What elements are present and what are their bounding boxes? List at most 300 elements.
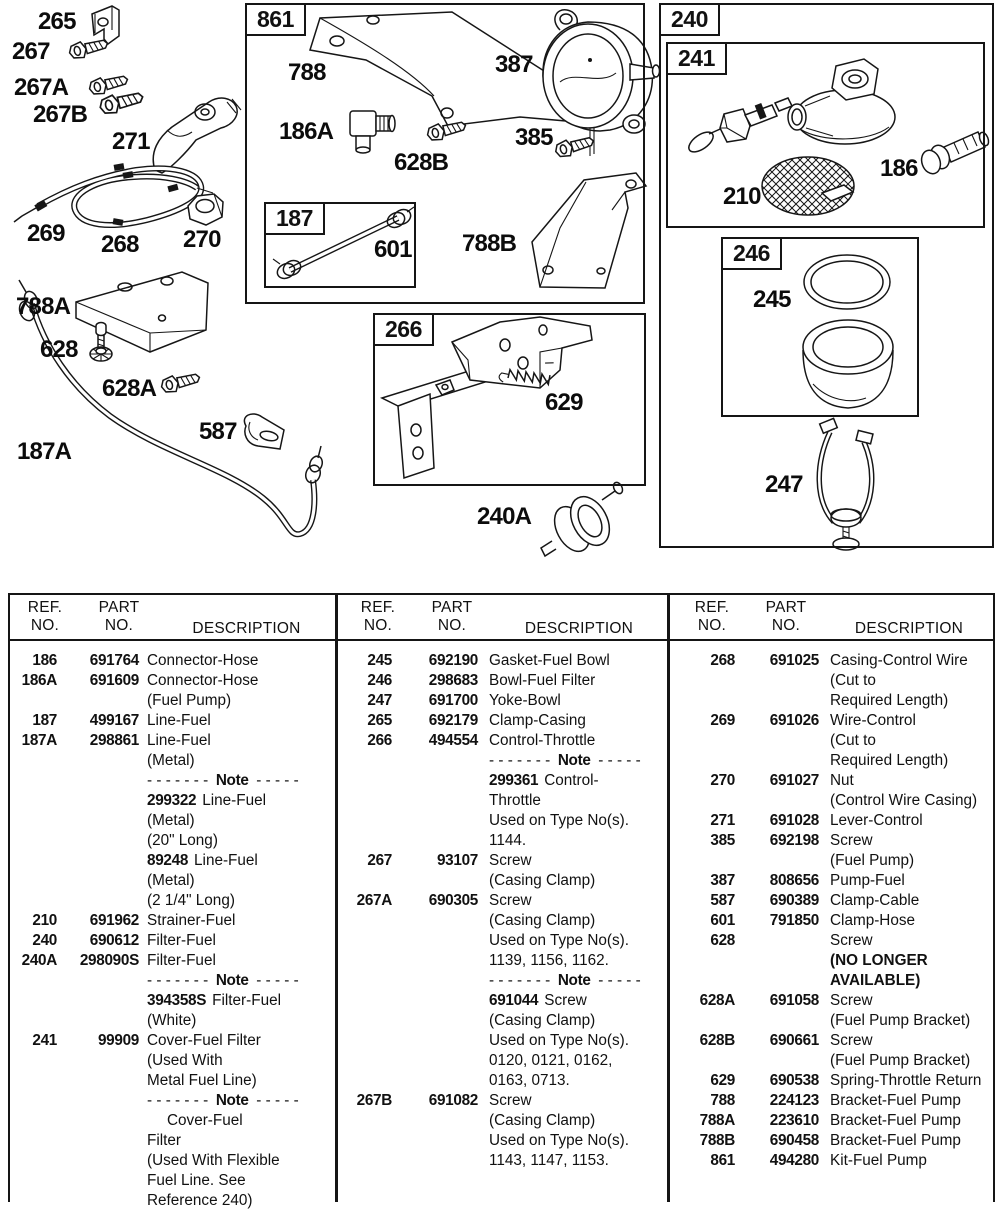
part-788a-bracket-drawing	[76, 272, 208, 352]
table-header-row	[10, 595, 993, 641]
part-no: 690305	[428, 892, 478, 909]
description: Used on Type No(s).	[489, 812, 630, 829]
part-no	[735, 1051, 819, 1071]
header-ref-no: REF. NO.	[360, 599, 396, 634]
part-no	[735, 971, 819, 991]
ref-no: 587	[710, 892, 735, 909]
part-row-267A-cont	[335, 931, 667, 951]
part-row-186A-cont	[10, 691, 335, 711]
group-box-label-246: 246	[723, 239, 782, 270]
part-no: 691027	[769, 772, 819, 789]
ref-no	[10, 1191, 57, 1211]
group-box-label-241: 241	[668, 44, 727, 75]
ref-no: 267A	[356, 892, 392, 909]
part-row-241-cont	[10, 1191, 335, 1211]
description: Line-Fuel	[147, 712, 211, 729]
description: Yoke-Bowl	[489, 692, 561, 709]
ref-no	[10, 1171, 57, 1191]
description: (Fuel Pump Bracket)	[830, 1012, 971, 1029]
part-no: 691025	[769, 652, 819, 669]
part-row-788	[667, 1091, 993, 1111]
callout-247: 247	[765, 471, 803, 498]
table-column-3	[667, 641, 993, 1211]
part-row-267	[335, 851, 667, 871]
callout-240A: 240A	[477, 503, 532, 530]
description: Spring-Throttle Return	[830, 1072, 982, 1089]
callout-267B: 267B	[33, 101, 88, 128]
description: (NO LONGER	[830, 952, 928, 969]
part-row-187	[10, 711, 335, 731]
part-row-210	[10, 911, 335, 931]
part-no	[392, 1071, 478, 1091]
part-no	[57, 1051, 139, 1071]
part-row-628A-cont	[667, 1011, 993, 1031]
part-row-267A-cont	[335, 971, 667, 991]
callout-186A: 186A	[279, 118, 334, 145]
header-description: DESCRIPTION	[854, 620, 964, 637]
header-group-1	[10, 595, 335, 639]
ref-no	[10, 1071, 57, 1091]
part-row-270	[667, 771, 993, 791]
callout-629: 629	[545, 389, 583, 416]
part-row-267A-cont	[335, 1011, 667, 1031]
description: 691044 Screw	[489, 992, 587, 1009]
description: - - - - - - - Note - - - - -	[489, 972, 641, 989]
description: Metal Fuel Line)	[147, 1072, 257, 1089]
part-587-clamp-drawing	[244, 414, 284, 449]
description: (Cut to	[830, 672, 876, 689]
group-box-label-861: 861	[247, 5, 306, 36]
part-row-267A-cont	[335, 1031, 667, 1051]
ref-no: 240A	[21, 952, 57, 969]
callout-245: 245	[753, 286, 791, 313]
ref-no	[10, 851, 57, 871]
description: Kit-Fuel Pump	[830, 1152, 927, 1169]
ref-no	[335, 751, 392, 771]
ref-no	[335, 811, 392, 831]
ref-no	[667, 671, 735, 691]
part-no	[57, 691, 139, 711]
part-row-385-cont	[667, 851, 993, 871]
part-no	[57, 1191, 139, 1211]
part-no: 691028	[769, 812, 819, 829]
part-row-265	[335, 711, 667, 731]
header-group-2	[335, 595, 667, 639]
part-row-266-cont	[335, 791, 667, 811]
callout-187A: 187A	[17, 438, 72, 465]
ref-no	[667, 691, 735, 711]
part-no: 298861	[89, 732, 139, 749]
part-row-628-cont	[667, 971, 993, 991]
part-no	[57, 1151, 139, 1171]
part-no	[392, 1051, 478, 1071]
ref-no: 210	[32, 912, 57, 929]
part-no: 499167	[89, 712, 139, 729]
part-no	[735, 671, 819, 691]
part-row-266-cont	[335, 831, 667, 851]
description: 89248 Line-Fuel	[147, 852, 258, 869]
part-no: 691700	[428, 692, 478, 709]
description: Required Length)	[830, 692, 949, 709]
part-row-241-cont	[10, 1111, 335, 1131]
part-row-267A-cont	[335, 1051, 667, 1071]
group-box-label-187: 187	[266, 204, 325, 235]
callout-587: 587	[199, 418, 237, 445]
description: 1143, 1147, 1153.	[489, 1152, 609, 1169]
table-column-1	[10, 641, 335, 1211]
ref-no: 269	[710, 712, 735, 729]
ref-no	[10, 1011, 57, 1031]
description: Screw	[830, 832, 873, 849]
part-row-628A	[667, 991, 993, 1011]
part-row-267-cont	[335, 871, 667, 891]
part-no: 808656	[769, 872, 819, 889]
ref-no	[10, 691, 57, 711]
description: Casing-Control Wire	[830, 652, 968, 669]
part-row-268-cont	[667, 691, 993, 711]
ref-no	[335, 871, 392, 891]
group-box-label-240: 240	[661, 5, 720, 36]
part-no	[392, 1011, 478, 1031]
header-ref-no: REF. NO.	[694, 599, 730, 634]
ref-no	[667, 971, 735, 991]
ref-no: 788B	[699, 1132, 735, 1149]
part-row-267B-cont	[335, 1151, 667, 1171]
part-no: 690458	[769, 1132, 819, 1149]
description: Control-Throttle	[489, 732, 596, 749]
part-no	[735, 691, 819, 711]
ref-no	[10, 1091, 57, 1111]
part-no	[735, 851, 819, 871]
part-row-861	[667, 1151, 993, 1171]
table-column-2	[335, 641, 667, 1211]
part-row-187A-cont	[10, 771, 335, 791]
ref-no	[667, 1051, 735, 1071]
part-row-587	[667, 891, 993, 911]
ref-no	[10, 791, 57, 811]
description: (Fuel Pump)	[830, 852, 915, 869]
description: Clamp-Cable	[830, 892, 920, 909]
part-no	[392, 971, 478, 991]
group-box-label-266: 266	[375, 315, 434, 346]
description: Used on Type No(s).	[489, 932, 630, 949]
part-no: 690389	[769, 892, 819, 909]
ref-no: 601	[710, 912, 735, 929]
ref-no	[335, 1031, 392, 1051]
ref-no: 247	[367, 692, 392, 709]
part-no: 494280	[769, 1152, 819, 1169]
ref-no: 186A	[21, 672, 57, 689]
part-row-269-cont	[667, 731, 993, 751]
description: Filter-Fuel	[147, 932, 216, 949]
ref-no	[10, 971, 57, 991]
part-no: 494554	[428, 732, 478, 749]
part-no	[735, 931, 819, 951]
part-row-268	[667, 651, 993, 671]
part-row-266-cont	[335, 811, 667, 831]
part-no	[57, 831, 139, 851]
callout-601: 601	[374, 236, 412, 263]
description: Cover-Fuel Filter	[147, 1032, 261, 1049]
part-row-187A-cont	[10, 871, 335, 891]
description: 299361 Control-	[489, 772, 599, 789]
ref-no	[10, 871, 57, 891]
part-no	[392, 911, 478, 931]
part-row-267B-cont	[335, 1131, 667, 1151]
part-no: 690612	[89, 932, 139, 949]
ref-no	[335, 1011, 392, 1031]
part-no: 692179	[428, 712, 478, 729]
description: (Casing Clamp)	[489, 872, 596, 889]
part-no	[57, 871, 139, 891]
ref-no: 270	[710, 772, 735, 789]
ref-no	[10, 811, 57, 831]
description: (White)	[147, 1012, 197, 1029]
part-row-186	[10, 651, 335, 671]
part-no: 691609	[89, 672, 139, 689]
ref-no: 628	[710, 932, 735, 949]
ref-no: 267B	[356, 1092, 392, 1109]
part-no: 691962	[89, 912, 139, 929]
part-no: 691058	[769, 992, 819, 1009]
header-group-3	[667, 595, 993, 639]
ref-no	[667, 751, 735, 771]
ref-no: 629	[710, 1072, 735, 1089]
part-row-267A-cont	[335, 951, 667, 971]
part-row-187A-cont	[10, 891, 335, 911]
description: 299322 Line-Fuel	[147, 792, 267, 809]
header-description: DESCRIPTION	[192, 620, 301, 637]
part-row-266-cont	[335, 771, 667, 791]
ref-no	[667, 731, 735, 751]
part-row-269-cont	[667, 751, 993, 771]
description: (Control Wire Casing)	[830, 792, 978, 809]
part-no: 93107	[436, 852, 478, 869]
callout-385: 385	[515, 124, 553, 151]
ref-no: 245	[367, 652, 392, 669]
part-row-187A-cont	[10, 811, 335, 831]
part-no	[735, 951, 819, 971]
ref-no	[335, 791, 392, 811]
header-part-no: PART NO.	[765, 599, 807, 634]
part-row-241-cont	[10, 1071, 335, 1091]
description: (Used With	[147, 1052, 223, 1069]
part-row-187A-cont	[10, 831, 335, 851]
ref-no: 628A	[699, 992, 735, 1009]
column-divider-2	[667, 595, 670, 1202]
ref-no: 387	[710, 872, 735, 889]
part-no	[57, 971, 139, 991]
part-row-271	[667, 811, 993, 831]
description: 0120, 0121, 0162,	[489, 1052, 613, 1069]
part-row-628B	[667, 1031, 993, 1051]
description: Screw	[830, 932, 873, 949]
description: Cover-Fuel	[167, 1112, 243, 1129]
part-row-187A-cont	[10, 751, 335, 771]
part-row-266-cont	[335, 751, 667, 771]
part-no	[392, 1131, 478, 1151]
description: Clamp-Casing	[489, 712, 586, 729]
part-no	[57, 791, 139, 811]
part-row-187A-cont	[10, 851, 335, 871]
description: Screw	[489, 1092, 532, 1109]
part-no: 298090S	[79, 952, 139, 969]
part-row-269	[667, 711, 993, 731]
part-row-628	[667, 931, 993, 951]
part-no	[392, 1111, 478, 1131]
part-267-screw-drawing	[68, 36, 110, 61]
description: - - - - - - - Note - - - - -	[147, 972, 299, 989]
description: 0163, 0713.	[489, 1072, 570, 1089]
ref-no: 265	[367, 712, 392, 729]
description: (Casing Clamp)	[489, 1112, 596, 1129]
callout-267A: 267A	[14, 74, 69, 101]
callout-270: 270	[183, 226, 221, 253]
part-no	[57, 811, 139, 831]
callout-788B: 788B	[462, 230, 517, 257]
part-row-241-cont	[10, 1131, 335, 1151]
callout-265: 265	[38, 8, 76, 35]
description: (Used With Flexible	[147, 1152, 280, 1169]
ref-no	[335, 991, 392, 1011]
description: Bowl-Fuel Filter	[489, 672, 596, 689]
ref-no: 186	[32, 652, 57, 669]
part-240a-filter-drawing	[541, 481, 624, 557]
callout-267: 267	[12, 38, 50, 65]
ref-no	[10, 831, 57, 851]
ref-no	[335, 1071, 392, 1091]
part-no	[57, 1071, 139, 1091]
description: Strainer-Fuel	[147, 912, 236, 929]
description: (Casing Clamp)	[489, 1012, 596, 1029]
header-part-no: PART NO.	[431, 599, 473, 634]
ref-no: 628B	[699, 1032, 735, 1049]
callout-628: 628	[40, 336, 78, 363]
description: Used on Type No(s).	[489, 1132, 630, 1149]
part-row-240	[10, 931, 335, 951]
part-row-241-cont	[10, 1151, 335, 1171]
description: Bracket-Fuel Pump	[830, 1112, 961, 1129]
part-row-241-cont	[10, 1091, 335, 1111]
part-no	[57, 1091, 139, 1111]
description: Connector-Hose	[147, 672, 259, 689]
ref-no	[10, 991, 57, 1011]
description: Screw	[489, 892, 532, 909]
callout-788A: 788A	[16, 293, 71, 320]
part-row-240A	[10, 951, 335, 971]
part-no	[392, 751, 478, 771]
part-row-241	[10, 1031, 335, 1051]
description: (Metal)	[147, 752, 195, 769]
description: Bracket-Fuel Pump	[830, 1132, 961, 1149]
part-no	[57, 1131, 139, 1151]
description: (Metal)	[147, 872, 195, 889]
part-no: 99909	[97, 1032, 139, 1049]
part-no: 691764	[89, 652, 139, 669]
part-no: 692198	[769, 832, 819, 849]
part-no	[735, 791, 819, 811]
part-row-628-cont	[667, 951, 993, 971]
header-part-no: PART NO.	[98, 599, 140, 634]
part-no: 691026	[769, 712, 819, 729]
ref-no: 240	[32, 932, 57, 949]
part-no	[392, 931, 478, 951]
part-row-628B-cont	[667, 1051, 993, 1071]
description: Pump-Fuel	[830, 872, 905, 889]
ref-no	[335, 951, 392, 971]
part-row-241-cont	[10, 1171, 335, 1191]
part-no	[392, 771, 478, 791]
ref-no: 266	[367, 732, 392, 749]
ref-no: 861	[710, 1152, 735, 1169]
ref-no	[335, 771, 392, 791]
part-271-lever-drawing	[153, 98, 241, 173]
part-no	[392, 1031, 478, 1051]
ref-no	[335, 831, 392, 851]
description: Bracket-Fuel Pump	[830, 1092, 961, 1109]
part-no: 791850	[769, 912, 819, 929]
description: (Fuel Pump Bracket)	[830, 1052, 971, 1069]
description: - - - - - - - Note - - - - -	[147, 1092, 299, 1109]
part-row-266	[335, 731, 667, 751]
part-row-788A	[667, 1111, 993, 1131]
part-no	[392, 871, 478, 891]
part-no: 224123	[769, 1092, 819, 1109]
part-row-187A-cont	[10, 791, 335, 811]
part-no	[57, 1111, 139, 1131]
ref-no: 241	[32, 1032, 57, 1049]
description: Filter-Fuel	[147, 952, 216, 969]
callout-210: 210	[723, 183, 761, 210]
part-no	[57, 851, 139, 871]
description: (Metal)	[147, 812, 195, 829]
ref-no	[10, 891, 57, 911]
part-265-clamp-casing-drawing	[92, 6, 119, 44]
part-no	[735, 731, 819, 751]
description: - - - - - - - Note - - - - -	[489, 752, 641, 769]
description: Screw	[830, 1032, 873, 1049]
description: Screw	[830, 992, 873, 1009]
ref-no	[10, 751, 57, 771]
ref-no	[10, 1111, 57, 1131]
part-no	[57, 1011, 139, 1031]
ref-no	[667, 1011, 735, 1031]
part-no: 223610	[769, 1112, 819, 1129]
part-row-241-cont	[10, 1051, 335, 1071]
ref-no	[335, 1051, 392, 1071]
ref-no	[10, 1131, 57, 1151]
part-row-247	[335, 691, 667, 711]
ref-no: 187	[32, 712, 57, 729]
part-no: 692190	[428, 652, 478, 669]
description: Required Length)	[830, 752, 949, 769]
callout-628B: 628B	[394, 149, 449, 176]
parts-table	[8, 593, 995, 1209]
callout-788: 788	[288, 59, 326, 86]
ref-no	[667, 791, 735, 811]
ref-no	[10, 1051, 57, 1071]
description: Throttle	[489, 792, 541, 809]
parts-diagram	[0, 0, 1000, 593]
description: Used on Type No(s).	[489, 1032, 630, 1049]
callout-269: 269	[27, 220, 65, 247]
ref-no	[667, 951, 735, 971]
description: (2 1/4" Long)	[147, 892, 235, 909]
ref-no	[335, 971, 392, 991]
ref-no	[335, 911, 392, 931]
ref-no: 267	[367, 852, 392, 869]
part-268-control-cable-drawing	[14, 163, 213, 226]
